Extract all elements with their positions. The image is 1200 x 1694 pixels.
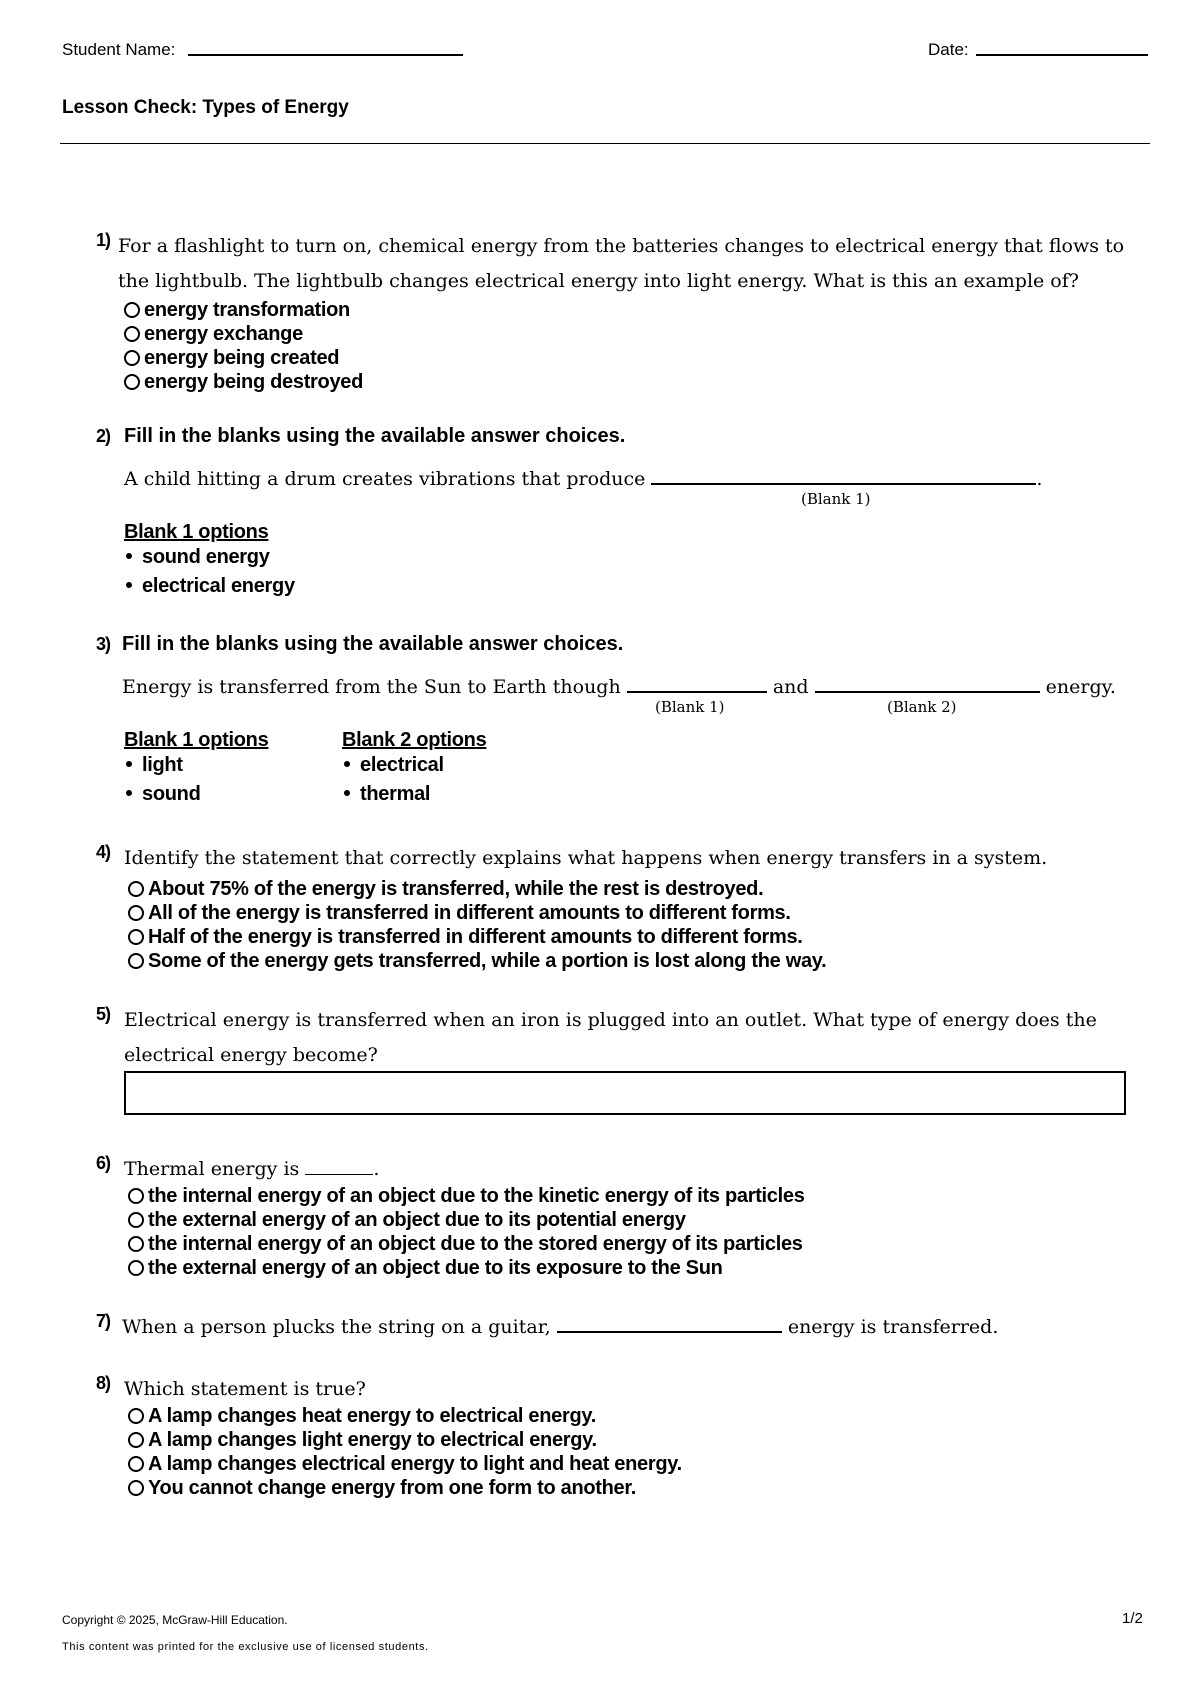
question-8-option-4[interactable]: You cannot change energy from one form to another. xyxy=(128,1476,636,1500)
question-number-5: 5) xyxy=(96,1004,111,1024)
question-2-instruction: Fill in the blanks using the available answer choices. xyxy=(124,425,626,447)
question-8-option-1[interactable]: A lamp changes heat energy to electrical energy. xyxy=(128,1404,596,1428)
radio-button[interactable] xyxy=(128,1212,144,1228)
question-4-option-2[interactable]: All of the energy is transferred in different amounts to different forms. xyxy=(128,901,791,925)
question-4-option-3[interactable]: Half of the energy is transferred in different amounts to different forms. xyxy=(128,925,803,949)
student-name-label: Student Name: xyxy=(62,40,176,59)
question-8-option-2[interactable]: A lamp changes light energy to electrical energy. xyxy=(128,1428,597,1452)
question-number-8: 8) xyxy=(96,1373,111,1393)
question-3-blank-1-option-2[interactable]: sound xyxy=(126,783,201,806)
bullet-icon xyxy=(126,582,132,588)
question-number-7: 7) xyxy=(96,1311,111,1331)
question-6-stem: Thermal energy is . xyxy=(124,1158,380,1180)
question-number-6: 6) xyxy=(96,1153,111,1173)
question-3-blank-1-option-1[interactable]: light xyxy=(126,754,183,777)
question-2-blank-1-caption: (Blank 1) xyxy=(801,490,871,508)
question-6-blank xyxy=(305,1174,373,1175)
question-1-option-4[interactable]: energy being destroyed xyxy=(124,370,363,394)
radio-button[interactable] xyxy=(124,374,140,390)
question-3-blank-2-caption: (Blank 2) xyxy=(887,698,957,716)
radio-button[interactable] xyxy=(128,905,144,921)
date-field[interactable] xyxy=(976,54,1148,56)
question-number-4: 4) xyxy=(96,842,111,862)
question-4-stem: Identify the statement that correctly explains what happens when energy transfers in a system. xyxy=(124,847,1048,869)
question-4-option-1[interactable]: About 75% of the energy is transferred, while the rest is destroyed. xyxy=(128,877,763,901)
question-7-blank[interactable] xyxy=(557,1331,782,1333)
question-2-blank-1-option-1[interactable]: sound energy xyxy=(126,546,270,569)
question-3-blank-1[interactable] xyxy=(627,691,767,693)
title-divider xyxy=(60,143,1150,144)
question-2-sentence: A child hitting a drum creates vibrations that produce . xyxy=(124,468,1043,490)
radio-button[interactable] xyxy=(128,881,144,897)
radio-button[interactable] xyxy=(128,1236,144,1252)
page-title: Lesson Check: Types of Energy xyxy=(62,97,349,118)
question-2-blank-1-option-2[interactable]: electrical energy xyxy=(126,575,295,598)
question-3-blank-2-option-1[interactable]: electrical xyxy=(344,754,444,777)
question-3-blank-1-caption: (Blank 1) xyxy=(655,698,725,716)
question-number-3: 3) xyxy=(96,634,111,654)
bullet-icon xyxy=(126,553,132,559)
radio-button[interactable] xyxy=(124,350,140,366)
question-6-option-3[interactable]: the internal energy of an object due to the stored energy of its particles xyxy=(128,1232,803,1256)
radio-button[interactable] xyxy=(128,1260,144,1276)
question-1-option-2[interactable]: energy exchange xyxy=(124,322,303,346)
bullet-icon xyxy=(344,761,350,767)
license-notice: This content was printed for the exclusive use of licensed students. xyxy=(62,1641,429,1653)
bullet-icon xyxy=(344,790,350,796)
bullet-icon xyxy=(126,761,132,767)
radio-button[interactable] xyxy=(128,1188,144,1204)
question-3-blank-2[interactable] xyxy=(815,691,1040,693)
radio-button[interactable] xyxy=(124,326,140,342)
question-6-option-1[interactable]: the internal energy of an object due to the kinetic energy of its particles xyxy=(128,1184,805,1208)
question-4-option-4[interactable]: Some of the energy gets transferred, while a portion is lost along the way. xyxy=(128,949,826,973)
date-label: Date: xyxy=(928,40,969,59)
bullet-icon xyxy=(126,790,132,796)
question-5-stem-line2: electrical energy become? xyxy=(124,1044,378,1066)
student-name-field[interactable] xyxy=(188,54,463,56)
question-3-instruction: Fill in the blanks using the available answer choices. xyxy=(122,633,624,655)
radio-button[interactable] xyxy=(128,929,144,945)
radio-button[interactable] xyxy=(128,953,144,969)
question-5-stem-line1: Electrical energy is transferred when an iron is plugged into an outlet. What type of energy does the xyxy=(124,1009,1097,1031)
question-1-stem-line2: the lightbulb. The lightbulb changes electrical energy into light energy. What is this an example of? xyxy=(118,270,1079,292)
question-6-option-2[interactable]: the external energy of an object due to its potential energy xyxy=(128,1208,686,1232)
radio-button[interactable] xyxy=(124,302,140,318)
radio-button[interactable] xyxy=(128,1432,144,1448)
question-8-stem: Which statement is true? xyxy=(124,1378,366,1400)
question-3-sentence: Energy is transferred from the Sun to Earth though and energy. xyxy=(122,676,1116,698)
question-5-answer-box[interactable] xyxy=(124,1071,1126,1115)
radio-button[interactable] xyxy=(128,1408,144,1424)
question-8-option-3[interactable]: A lamp changes electrical energy to light and heat energy. xyxy=(128,1452,682,1476)
copyright-text: Copyright © 2025, McGraw-Hill Education. xyxy=(62,1613,288,1627)
radio-button[interactable] xyxy=(128,1480,144,1496)
question-number-2: 2) xyxy=(96,426,111,446)
question-3-blank-2-option-2[interactable]: thermal xyxy=(344,783,430,806)
radio-button[interactable] xyxy=(128,1456,144,1472)
question-3-blank-2-options-heading: Blank 2 options xyxy=(342,729,487,751)
question-7-sentence: When a person plucks the string on a guitar, energy is transferred. xyxy=(122,1316,999,1338)
question-3-blank-1-options-heading: Blank 1 options xyxy=(124,729,269,751)
question-number-1: 1) xyxy=(96,230,111,250)
question-2-blank-1[interactable] xyxy=(651,483,1036,485)
question-6-option-4[interactable]: the external energy of an object due to its exposure to the Sun xyxy=(128,1256,723,1280)
question-2-blank-1-options-heading: Blank 1 options xyxy=(124,521,269,543)
question-1-option-1[interactable]: energy transformation xyxy=(124,298,350,322)
question-1-stem-line1: For a flashlight to turn on, chemical energy from the batteries changes to electrical energy that flows to xyxy=(118,235,1125,257)
question-1-option-3[interactable]: energy being created xyxy=(124,346,339,370)
page-number: 1/2 xyxy=(1122,1610,1143,1627)
